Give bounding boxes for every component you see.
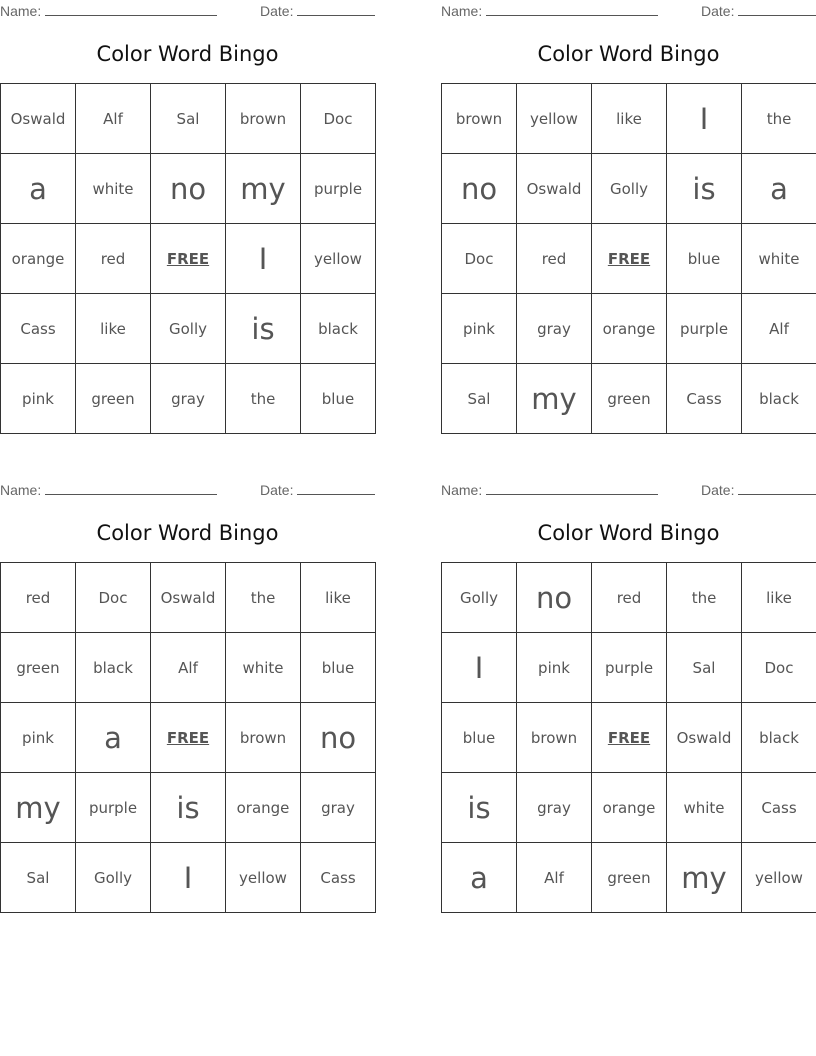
bingo-cell: is xyxy=(442,773,517,843)
name-blank-line xyxy=(45,482,217,495)
bingo-cell: black xyxy=(301,294,376,364)
card-title: Color Word Bingo xyxy=(537,42,720,66)
free-space-cell: FREE xyxy=(592,703,667,773)
bingo-cell: brown xyxy=(517,703,592,773)
bingo-row xyxy=(442,773,816,843)
bingo-cell: Alf xyxy=(151,633,226,703)
name-blank-line xyxy=(486,3,658,16)
bingo-row xyxy=(1,364,376,434)
bingo-cell: Doc xyxy=(742,633,816,703)
bingo-grid xyxy=(0,83,376,434)
bingo-card-1 xyxy=(0,0,376,408)
bingo-cell: blue xyxy=(301,633,376,703)
bingo-cell: brown xyxy=(226,703,301,773)
bingo-row xyxy=(1,224,376,294)
bingo-cell: Doc xyxy=(442,224,517,294)
bingo-cell: gray xyxy=(517,773,592,843)
card-header xyxy=(441,0,816,22)
bingo-cell: red xyxy=(1,563,76,633)
bingo-cell: Golly xyxy=(442,563,517,633)
bingo-cell: Oswald xyxy=(1,84,76,154)
bingo-cell: gray xyxy=(301,773,376,843)
bingo-cell: brown xyxy=(226,84,301,154)
bingo-cell: no xyxy=(151,154,226,224)
bingo-cell: blue xyxy=(442,703,517,773)
bingo-cell: a xyxy=(1,154,76,224)
bingo-cell: yellow xyxy=(226,843,301,913)
bingo-cell: Doc xyxy=(76,563,151,633)
card-header xyxy=(0,479,376,501)
bingo-cell: white xyxy=(742,224,816,294)
bingo-cell: blue xyxy=(301,364,376,434)
bingo-row xyxy=(442,703,816,773)
date-field xyxy=(260,482,375,498)
name-field xyxy=(0,482,217,498)
bingo-cell: white xyxy=(667,773,742,843)
bingo-cell: my xyxy=(517,364,592,434)
bingo-cell: the xyxy=(667,563,742,633)
bingo-cell: Cass xyxy=(301,843,376,913)
bingo-cell: orange xyxy=(226,773,301,843)
bingo-grid xyxy=(441,83,816,434)
bingo-cell: I xyxy=(442,633,517,703)
name-blank-line xyxy=(486,482,658,495)
bingo-cell: Sal xyxy=(1,843,76,913)
bingo-cell: Alf xyxy=(742,294,816,364)
bingo-cell: like xyxy=(76,294,151,364)
bingo-row xyxy=(442,843,816,913)
bingo-cell: Alf xyxy=(517,843,592,913)
bingo-cell: purple xyxy=(667,294,742,364)
name-label: Name: xyxy=(0,482,42,498)
bingo-row xyxy=(442,563,816,633)
bingo-cell: black xyxy=(742,364,816,434)
bingo-cell: Sal xyxy=(667,633,742,703)
bingo-cell: a xyxy=(742,154,816,224)
date-blank-line xyxy=(738,3,816,16)
bingo-cell: brown xyxy=(442,84,517,154)
bingo-cell: is xyxy=(226,294,301,364)
bingo-cell: green xyxy=(592,364,667,434)
bingo-cell: pink xyxy=(517,633,592,703)
free-space-cell: FREE xyxy=(151,703,226,773)
bingo-cell: black xyxy=(76,633,151,703)
date-label: Date: xyxy=(260,3,294,19)
bingo-cell: Alf xyxy=(76,84,151,154)
name-field xyxy=(441,3,658,19)
bingo-card-2 xyxy=(441,0,816,416)
date-blank-line xyxy=(297,3,375,16)
bingo-row xyxy=(1,703,376,773)
bingo-cell: yellow xyxy=(517,84,592,154)
bingo-row xyxy=(1,843,376,913)
bingo-row xyxy=(1,154,376,224)
bingo-grid xyxy=(0,562,376,913)
card-title: Color Word Bingo xyxy=(537,521,720,545)
bingo-row xyxy=(442,294,816,364)
bingo-row xyxy=(1,633,376,703)
bingo-row xyxy=(1,84,376,154)
bingo-cell: like xyxy=(592,84,667,154)
bingo-row xyxy=(1,563,376,633)
bingo-cell: a xyxy=(442,843,517,913)
bingo-cell: Sal xyxy=(442,364,517,434)
card-title: Color Word Bingo xyxy=(96,42,279,66)
bingo-card-4 xyxy=(441,479,816,895)
name-field xyxy=(0,3,217,19)
name-label: Name: xyxy=(0,3,42,19)
bingo-cell: green xyxy=(76,364,151,434)
bingo-cell: I xyxy=(667,84,742,154)
bingo-card-3 xyxy=(0,479,376,895)
bingo-row xyxy=(442,364,816,434)
bingo-cell: I xyxy=(151,843,226,913)
name-field xyxy=(441,482,658,498)
bingo-row xyxy=(1,294,376,364)
bingo-cell: red xyxy=(517,224,592,294)
bingo-cell: Cass xyxy=(742,773,816,843)
bingo-cell: Oswald xyxy=(667,703,742,773)
bingo-cell: purple xyxy=(592,633,667,703)
bingo-cell: no xyxy=(442,154,517,224)
bingo-cell: Oswald xyxy=(517,154,592,224)
bingo-cell: orange xyxy=(592,773,667,843)
bingo-cell: yellow xyxy=(742,843,816,913)
bingo-cell: green xyxy=(592,843,667,913)
bingo-cell: orange xyxy=(592,294,667,364)
bingo-row xyxy=(1,773,376,843)
name-blank-line xyxy=(45,3,217,16)
date-blank-line xyxy=(297,482,375,495)
bingo-cell: pink xyxy=(442,294,517,364)
bingo-cell: blue xyxy=(667,224,742,294)
date-field xyxy=(701,482,816,498)
bingo-cell: pink xyxy=(1,703,76,773)
bingo-cell: white xyxy=(226,633,301,703)
bingo-cell: red xyxy=(76,224,151,294)
bingo-grid xyxy=(441,562,816,913)
bingo-cell: like xyxy=(301,563,376,633)
bingo-cell: no xyxy=(517,563,592,633)
name-label: Name: xyxy=(441,3,483,19)
bingo-cell: gray xyxy=(517,294,592,364)
date-label: Date: xyxy=(260,482,294,498)
bingo-cell: gray xyxy=(151,364,226,434)
bingo-cell: pink xyxy=(1,364,76,434)
bingo-cell: no xyxy=(301,703,376,773)
bingo-row xyxy=(442,224,816,294)
bingo-row xyxy=(442,633,816,703)
bingo-cell: like xyxy=(742,563,816,633)
bingo-row xyxy=(442,84,816,154)
date-blank-line xyxy=(738,482,816,495)
bingo-cell: purple xyxy=(76,773,151,843)
bingo-cell: red xyxy=(592,563,667,633)
bingo-cell: the xyxy=(742,84,816,154)
bingo-cell: purple xyxy=(301,154,376,224)
bingo-cell: Sal xyxy=(151,84,226,154)
bingo-cell: green xyxy=(1,633,76,703)
bingo-cell: Golly xyxy=(76,843,151,913)
bingo-cell: yellow xyxy=(301,224,376,294)
bingo-cell: my xyxy=(226,154,301,224)
bingo-cell: white xyxy=(76,154,151,224)
bingo-cell: Doc xyxy=(301,84,376,154)
date-field xyxy=(701,3,816,19)
bingo-cell: the xyxy=(226,563,301,633)
bingo-cell: the xyxy=(226,364,301,434)
card-header xyxy=(441,479,816,501)
date-field xyxy=(260,3,375,19)
bingo-cell: Oswald xyxy=(151,563,226,633)
bingo-cell: Golly xyxy=(592,154,667,224)
name-label: Name: xyxy=(441,482,483,498)
bingo-cell: my xyxy=(1,773,76,843)
card-header xyxy=(0,0,376,22)
bingo-cell: is xyxy=(667,154,742,224)
free-space-cell: FREE xyxy=(592,224,667,294)
bingo-cell: black xyxy=(742,703,816,773)
bingo-cell: orange xyxy=(1,224,76,294)
bingo-cell: Golly xyxy=(151,294,226,364)
bingo-cell: is xyxy=(151,773,226,843)
bingo-cell: a xyxy=(76,703,151,773)
bingo-cell: Cass xyxy=(1,294,76,364)
card-title: Color Word Bingo xyxy=(96,521,279,545)
date-label: Date: xyxy=(701,482,735,498)
bingo-cell: I xyxy=(226,224,301,294)
free-space-cell: FREE xyxy=(151,224,226,294)
bingo-cell: my xyxy=(667,843,742,913)
bingo-cell: Cass xyxy=(667,364,742,434)
date-label: Date: xyxy=(701,3,735,19)
bingo-row xyxy=(442,154,816,224)
